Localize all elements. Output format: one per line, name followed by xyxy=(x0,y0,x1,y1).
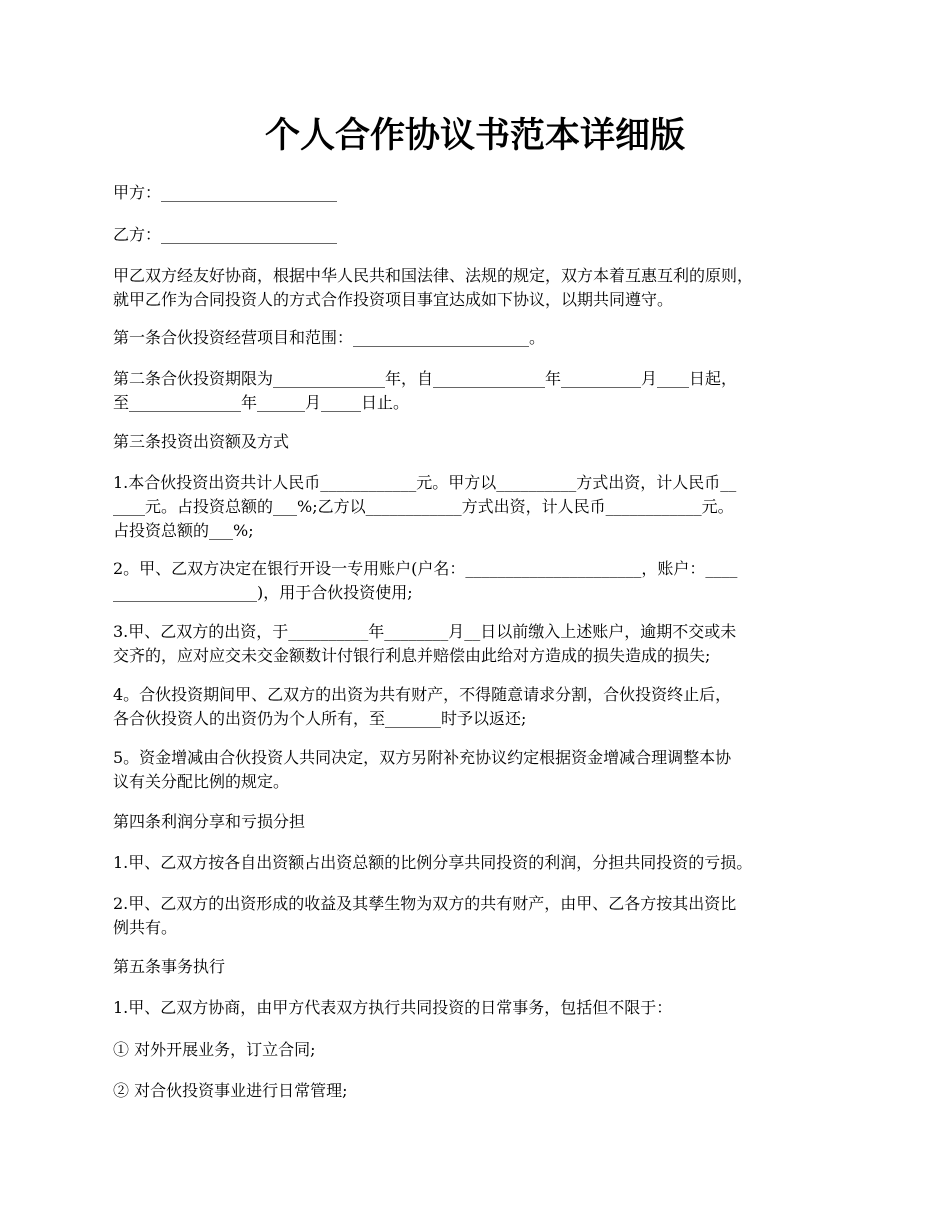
article-5-sub-item-2: ② 对合伙投资事业进行日常管理; xyxy=(113,1081,348,1100)
article-5-heading: 第五条事务执行 xyxy=(113,957,226,976)
article-3-item-1: 1.本合伙投资出资共计人民币____________元。甲方以__________方式出资，计人民币__ ____元。占投资总额的___%;乙方以____________方式出资，计人民币____________元。 占投资总额的___%; xyxy=(113,473,737,540)
article-4-heading: 第四条利润分享和亏损分担 xyxy=(113,812,306,831)
article-1-paragraph: 第一条合伙投资经营项目和范围：______________________。 xyxy=(113,328,546,347)
article-3-heading: 第三条投资出资额及方式 xyxy=(113,432,290,451)
article-4-item-1: 1.甲、乙双方按各自出资额占出资总额的比例分享共同投资的利润，分担共同投资的亏损。 xyxy=(113,853,753,872)
article-3-item-4: 4。合伙投资期间甲、乙双方的出资为共有财产，不得随意请求分割，合伙投资终止后， 各合伙投资人的出资仍为个人所有，至_______时予以返还; xyxy=(113,685,732,728)
article-5-sub-item-1: ① 对外开展业务，订立合同; xyxy=(113,1040,316,1059)
article-2-paragraph: 第二条合伙投资期限为______________年，自______________年__________月____日起， 至______________年______月_____日止。 xyxy=(113,369,738,412)
party-b-line: 乙方：______________________ xyxy=(113,225,338,244)
article-5-item-1: 1.甲、乙双方协商，由甲方代表双方执行共同投资的日常事务，包括但不限于： xyxy=(113,998,673,1017)
article-3-item-2: 2。甲、乙双方决定在银行开设一专用账户(户名：______________________，账户：____ __________________)，用于合伙投资使用; xyxy=(113,559,738,602)
article-3-item-3: 3.甲、乙双方的出资，于__________年________月__日以前缴入上述账户，逾期不交或未 交齐的，应对应交未交金额数计付银行利息并赔偿由此给对方造成的损失造成的损失; xyxy=(113,622,737,665)
article-4-item-2: 2.甲、乙双方的出资形成的收益及其孳生物为双方的共有财产，由甲、乙各方按其出资比 例共有。 xyxy=(113,894,737,937)
preamble-paragraph: 甲乙双方经友好协商，根据中华人民共和国法律、法规的规定，双方本着互惠互利的原则， 就甲乙作为合同投资人的方式合作投资项目事宜达成如下协议，以期共同遵守。 xyxy=(113,266,754,309)
party-a-line: 甲方：______________________ xyxy=(113,183,338,202)
document-title: 个人合作协议书范本详细版 xyxy=(264,115,685,156)
article-3-item-5: 5。资金增减由合伙投资人共同决定，双方另附补充协议约定根据资金增减合理调整本协 议有关分配比例的规定。 xyxy=(113,748,732,791)
